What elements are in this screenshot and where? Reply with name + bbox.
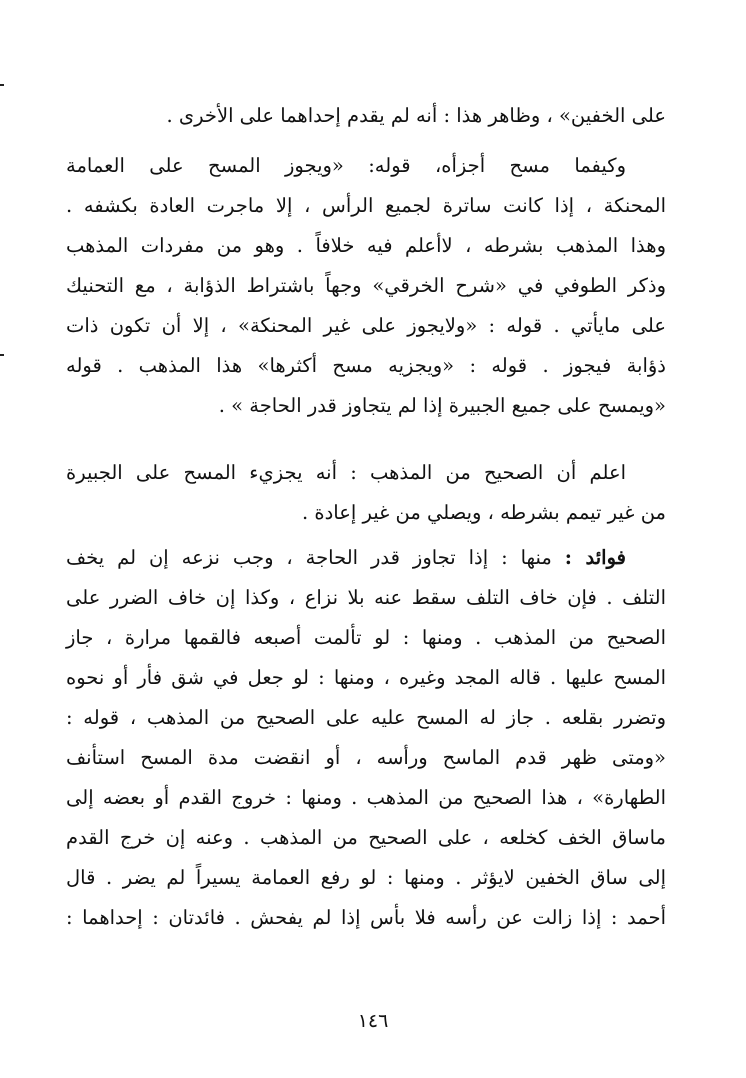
text-line: اعلم أن الصحيح من المذهب : أنه يجزيء المسح على الجبيرة [66,461,626,484]
text-line: إلى ساق الخفين لايؤثر . ومنها : لو رفع العمامة يسيراً لم يضر . قال [66,866,666,889]
scan-edge-mark [0,84,4,86]
text-line: الصحيح من المذهب . ومنها : لو تألمت أصبعه فالقمها مرارة ، جاز [66,626,666,649]
text-line: المحنكة ، إذا كانت ساترة لجميع الرأس ، إلا ماجرت العادة بكشفه . [66,194,666,217]
text-line: ذؤابة فيجوز . قوله : «ويجزيه مسح أكثرها» هذا المذهب . قوله [66,354,666,377]
page-number: ١٤٦ [357,1010,389,1032]
text-line: أحمد : إذا زالت عن رأسه فلا بأس إذا لم يفحش . فائدتان : إحداهما : [66,906,666,929]
text-line: التلف . فإن خاف التلف سقط عنه بلا نزاع ، وكذا إن خاف الضرر على [66,586,666,609]
text-line: ماساق الخف كخلعه ، على الصحيح من المذهب . وعنه إن خرج القدم [66,826,666,849]
paragraph-1 [66,96,666,136]
text-line: «ويمسح على جميع الجبيرة إذا لم يتجاوز قدر الحاجة » . [218,394,666,417]
paragraph-2 [66,146,666,426]
text-line: وتضرر بقلعه . جاز له المسح عليه على الصحيح من المذهب ، قوله : [66,706,666,729]
text-line: من غير تيمم بشرطه ، ويصلي من غير إعادة . [301,501,666,524]
text-line: على مايأتي . قوله : «ولايجوز على غير المحنكة» ، إلا أن تكون ذات [66,314,666,337]
text-line: على الخفين» ، وظاهر هذا : أنه لم يقدم إحداهما على الأخرى . [166,104,666,127]
text-line [66,538,666,578]
fawaid-heading: فوائد : [564,546,626,569]
scan-edge-mark [0,354,4,356]
paragraph-3 [66,453,666,533]
text-line: وكيفما مسح أجزأه، قوله: «ويجوز المسح على العمامة [66,154,626,177]
text-line-content: منها : إذا تجاوز قدر الحاجة ، وجب نزعه إن لم يخف [66,546,552,569]
text-line: وذكر الطوفي في «شرح الخرقي» وجهاً باشتراط الذؤابة ، مع التحنيك [66,274,666,297]
text-line: الطهارة» ، هذا الصحيح من المذهب . ومنها : خروج القدم أو بعضه إلى [66,786,666,809]
text-line: «ومتى ظهر قدم الماسح ورأسه ، أو انقضت مدة المسح استأنف [66,746,666,769]
text-line: المسح عليها . قاله المجد وغيره ، ومنها : لو جعل في شق فأر أو نحوه [66,666,666,689]
text-line: وهذا المذهب بشرطه ، لاأعلم فيه خلافاً . وهو من مفردات المذهب [66,234,666,257]
paragraph-4 [66,538,666,938]
